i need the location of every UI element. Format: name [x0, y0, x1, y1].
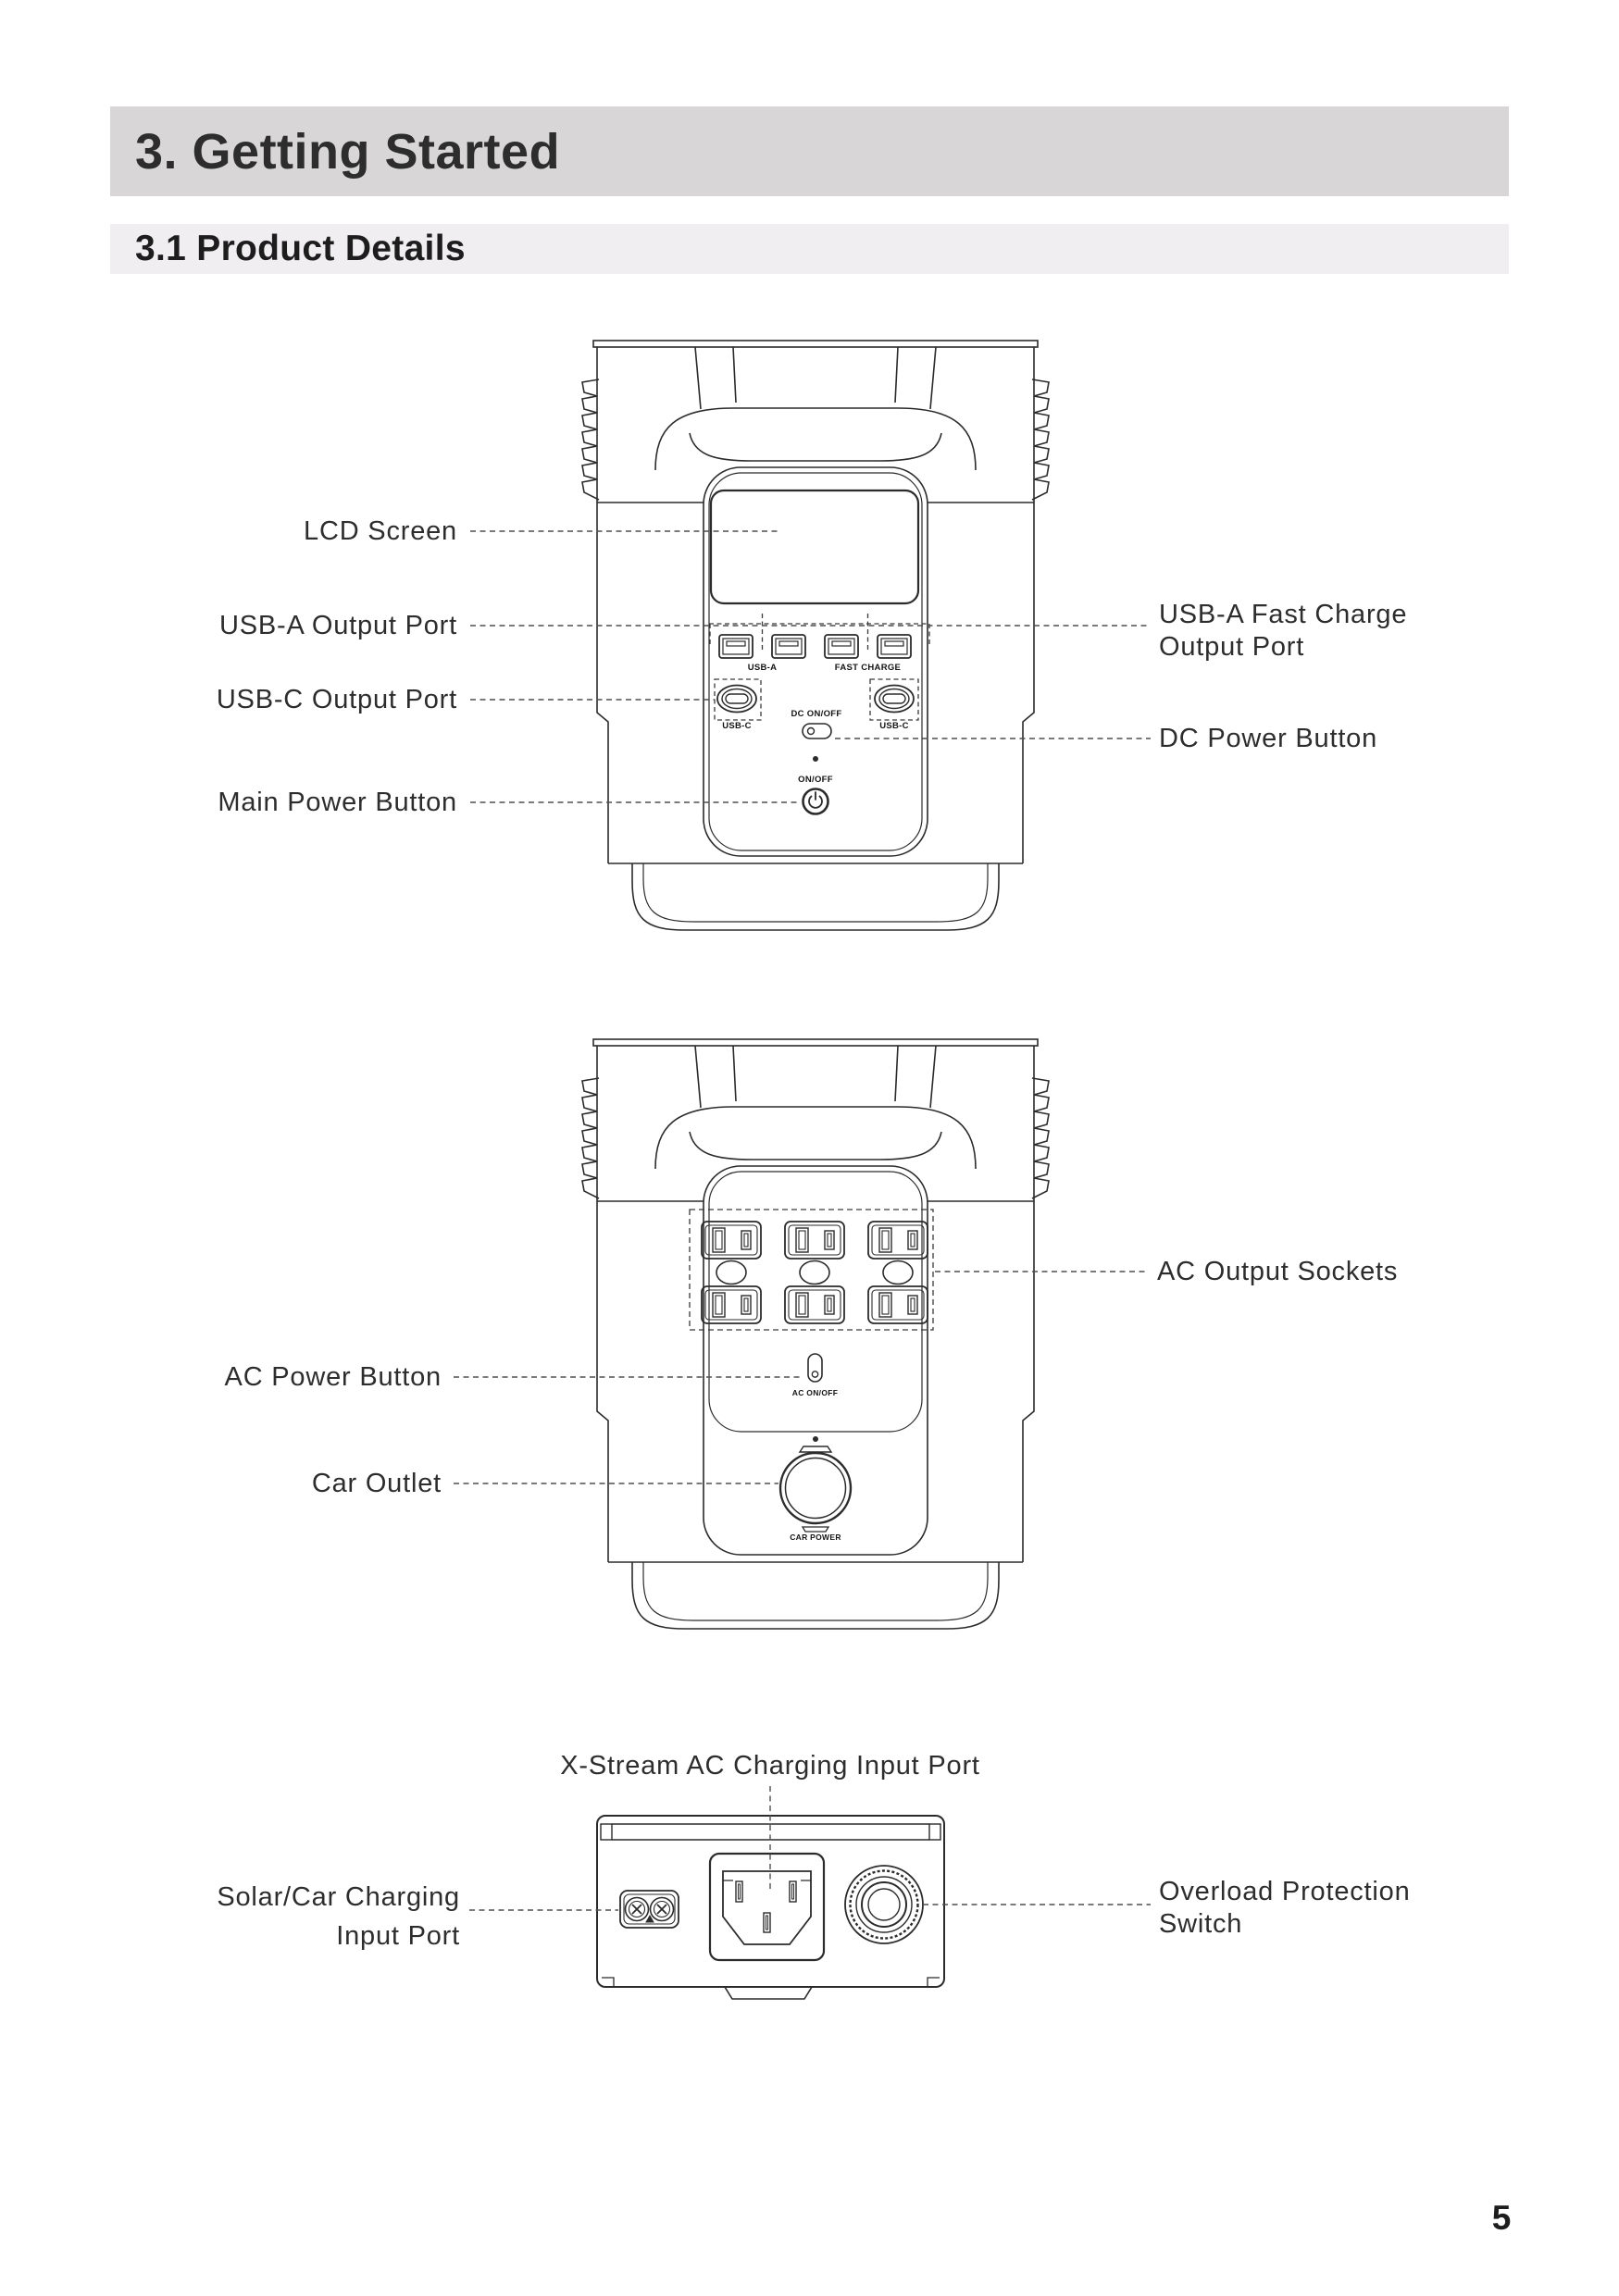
label-car-outlet: Car Outlet: [311, 1469, 442, 1498]
usb-c-right-label: USB-C: [879, 721, 909, 731]
body-left-side: [597, 1046, 608, 1562]
power-indicator-dot: [813, 756, 818, 762]
overload-protection-switch: [845, 1866, 923, 1943]
section-header-bar: [110, 106, 1509, 196]
front-view-diagram: [555, 324, 1074, 944]
ac-socket: [868, 1286, 928, 1323]
dc-on-off-label: DC ON/OFF: [791, 709, 842, 719]
label-usb-a-output: USB-A Output Port: [219, 611, 457, 640]
back-panel-outer: [704, 1166, 928, 1555]
ac-sockets-dashed-box: [690, 1210, 933, 1330]
car-power-label: CAR POWER: [790, 1533, 841, 1542]
base-inner: [643, 1562, 988, 1620]
label-xstream: X-Stream AC Charging Input Port: [560, 1751, 980, 1781]
usb-a-port-2: [772, 635, 805, 658]
dc-power-button: [803, 724, 831, 738]
ac-charging-input-port: [710, 1854, 824, 1960]
usb-a-ports: [719, 635, 911, 658]
handle-bar: [593, 1039, 1038, 1046]
ground-hole: [883, 1261, 913, 1285]
usb-c-left-label: USB-C: [722, 721, 752, 731]
top-vent-strip: [601, 1824, 940, 1840]
label-fast-charge: USB-A Fast Charge Output Port: [1159, 600, 1408, 662]
section-title: 3. Getting Started: [135, 123, 561, 180]
bottom-notches: [602, 1978, 940, 1987]
label-ac-power: AC Power Button: [224, 1362, 442, 1392]
ac-output-sockets: [702, 1222, 928, 1323]
base-outer: [632, 863, 999, 930]
usb-a-port-label: USB-A: [747, 663, 778, 673]
handle-recess: [690, 433, 941, 461]
subsection-header-bar: [110, 224, 1509, 274]
ground-hole: [716, 1261, 746, 1285]
main-power-button: [803, 789, 828, 814]
ac-socket: [785, 1222, 844, 1259]
usb-a-port-1: [719, 635, 753, 658]
page-number: 5: [1491, 2199, 1512, 2237]
handle-struts: [695, 1046, 936, 1108]
base-inner: [643, 863, 988, 922]
ac-socket: [785, 1286, 844, 1323]
side-panel: [597, 1816, 944, 1987]
label-lcd-screen: LCD Screen: [304, 516, 457, 546]
body-left-side: [597, 347, 608, 863]
on-off-label: ON/OFF: [798, 775, 833, 785]
solar-car-input-port: [620, 1891, 679, 1928]
ac-socket: [868, 1222, 928, 1259]
car-outlet-dot: [813, 1436, 818, 1442]
usb-c-port-left: [717, 686, 756, 713]
ground-hole: [800, 1261, 829, 1285]
usb-c-port-right: [875, 686, 914, 713]
ac-socket: [702, 1286, 761, 1323]
subsection-title: 3.1 Product Details: [135, 229, 466, 268]
body-right-side: [1023, 1046, 1034, 1562]
handle-struts: [695, 347, 936, 409]
usb-a-fast-port-2: [878, 635, 911, 658]
usb-a-fast-port-1: [825, 635, 858, 658]
label-dc-power: DC Power Button: [1159, 724, 1378, 753]
label-solar-input: Solar/Car Charging Input Port: [217, 1882, 460, 1951]
body-right-side: [1023, 347, 1034, 863]
handle-recess: [690, 1132, 941, 1160]
label-usb-c-output: USB-C Output Port: [216, 685, 457, 714]
label-main-power: Main Power Button: [218, 788, 457, 817]
ac-power-button: [808, 1354, 822, 1382]
lcd-screen: [711, 490, 918, 603]
base-outer: [632, 1562, 999, 1629]
handle-bar: [593, 341, 1038, 347]
back-view-diagram: [555, 1023, 1074, 1643]
fast-charge-port-label: FAST CHARGE: [834, 663, 902, 673]
car-outlet: [780, 1446, 851, 1532]
ac-socket: [702, 1222, 761, 1259]
ac-on-off-label: AC ON/OFF: [791, 1388, 839, 1397]
label-ac-sockets: AC Output Sockets: [1157, 1257, 1399, 1286]
bottom-tab: [725, 1987, 812, 1999]
label-overload: Overload Protection Switch: [1159, 1877, 1411, 1939]
